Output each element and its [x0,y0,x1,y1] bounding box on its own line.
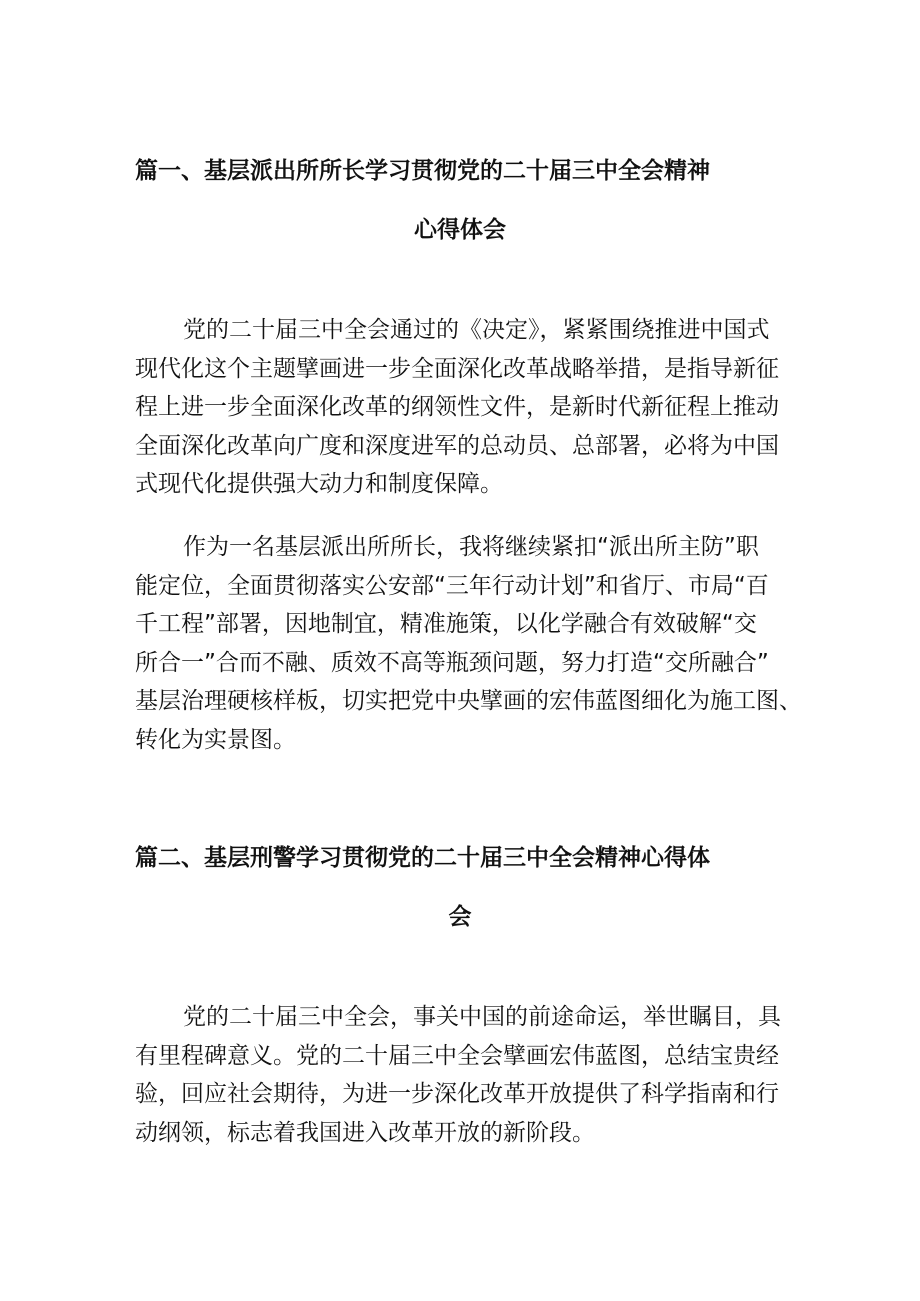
text-line: 所合一”合而不融、质效不高等瓶颈问题，努力打造“交所融合” [135,649,769,676]
text-line: 式现代化提供强大动力和制度保障。 [135,471,503,497]
text-line: 有里程碑意义。党的二十届三中全会擘画宏伟蓝图，总结宝贵经 [135,1042,779,1069]
text-line: 程上进一步全面深化改革的纲领性文件，是新时代新征程上推动 [135,394,779,420]
section-1-paragraph-1 [135,311,779,504]
section-2-heading-line-2: 会 [448,904,472,930]
text-line: 转化为实景图。 [135,726,296,753]
text-line: 基层治理硬核样板，切实把党中央擘画的宏伟蓝图细化为施工图、 [135,688,802,714]
text-line: 作为一名基层派出所所长，我将继续紧扣“派出所主防”职 [183,534,759,560]
section-2-heading-line-1: 篇二、基层刑警学习贯彻党的二十届三中全会精神心得体 [135,845,710,871]
text-line: 党的二十届三中全会，事关中国的前途命运，举世瞩目，具 [183,1004,781,1030]
text-line: 验，回应社会期待，为进一步深化改革开放提供了科学指南和行 [135,1081,779,1107]
section-1-heading-line-2: 心得体会 [414,217,506,243]
section-2-paragraph-1 [135,998,781,1152]
text-line: 党的二十届三中全会通过的《决定》，紧紧围绕推进中国式 [183,317,770,343]
text-line: 千工程”部署，因地制宜，精准施策，以化学融合有效破解“交 [135,611,757,637]
text-line: 能定位，全面贯彻落实公安部“三年行动计划”和省厅、市局“百 [135,572,769,599]
text-line: 现代化这个主题擘画进一步全面深化改革战略举措，是指导新征 [135,355,779,382]
text-line: 全面深化改革向广度和深度进军的总动员、总部署，必将为中国 [135,432,779,459]
section-1-paragraph-2 [135,528,802,759]
section-1-heading-line-1: 篇一、基层派出所所长学习贯彻党的二十届三中全会精神 [135,158,710,184]
text-line: 动纲领，标志着我国进入改革开放的新阶段。 [135,1119,595,1146]
